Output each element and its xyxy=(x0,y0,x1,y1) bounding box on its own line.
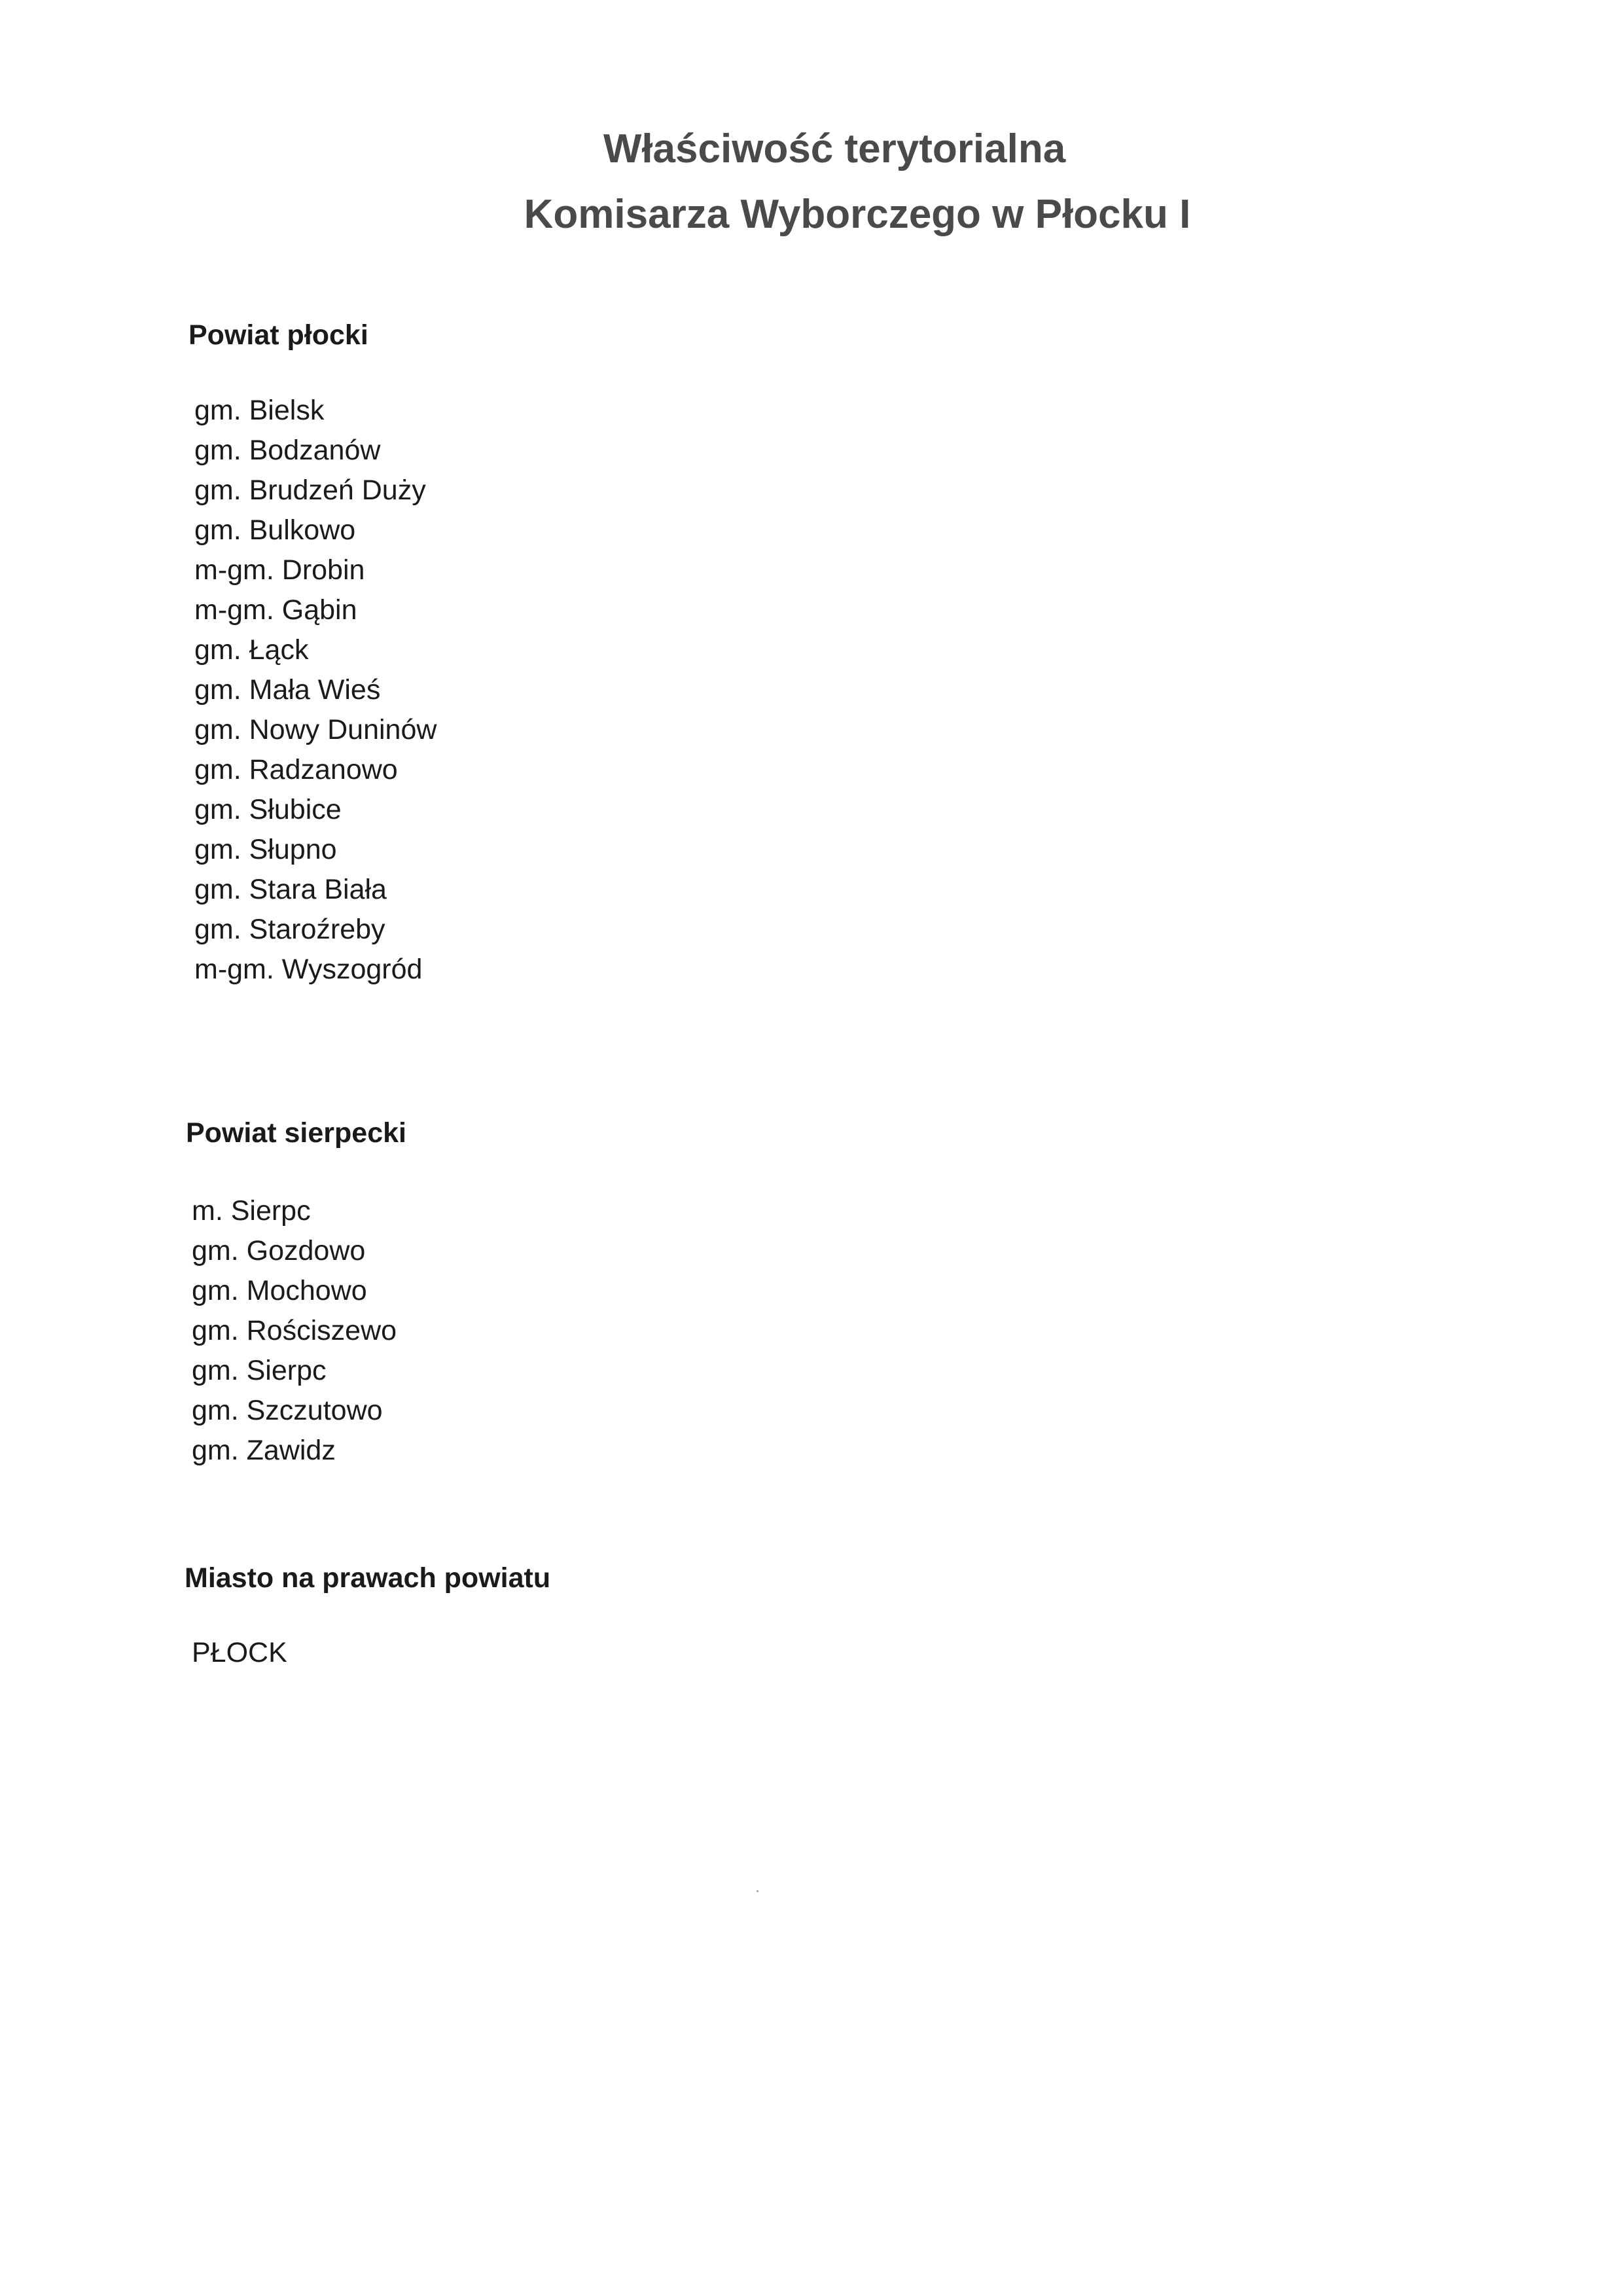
list-item: gm. Gozdowo xyxy=(192,1235,366,1266)
document-title xyxy=(0,117,1623,247)
list-item: gm. Szczutowo xyxy=(192,1395,383,1426)
list-item: gm. Nowy Duninów xyxy=(194,714,437,745)
list-item: gm. Bielsk xyxy=(194,395,325,426)
city-item: PŁOCK xyxy=(192,1637,287,1668)
list-item: gm. Słupno xyxy=(194,834,337,865)
section-heading: Powiat płocki xyxy=(188,319,368,351)
list-item: gm. Łąck xyxy=(194,634,309,666)
list-item: gm. Staroźreby xyxy=(194,914,385,945)
list-item: m-gm. Drobin xyxy=(194,554,365,586)
section-heading: Miasto na prawach powiatu xyxy=(185,1562,551,1594)
list-item: m. Sierpc xyxy=(192,1195,311,1227)
list-item: gm. Słubice xyxy=(194,794,342,825)
list-item: gm. Zawidz xyxy=(192,1435,336,1466)
list-item: gm. Sierpc xyxy=(192,1355,327,1386)
list-item: gm. Bodzanów xyxy=(194,435,381,466)
list-item: gm. Mochowo xyxy=(192,1275,367,1306)
list-item: gm. Mała Wieś xyxy=(194,674,381,706)
list-item: gm. Bulkowo xyxy=(194,514,356,546)
municipality-list xyxy=(192,1191,397,1471)
section-heading: Powiat sierpecki xyxy=(186,1117,406,1149)
title-line-1: Właściwość terytorialna xyxy=(603,126,1066,171)
list-item: gm. Brudzeń Duży xyxy=(194,475,426,506)
list-item: m-gm. Wyszogród xyxy=(194,954,423,985)
list-item: gm. Radzanowo xyxy=(194,754,398,785)
municipality-list xyxy=(194,391,437,990)
title-line-2: Komisarza Wyborczego w Płocku I xyxy=(524,192,1191,237)
list-item: gm. Stara Biała xyxy=(194,874,387,905)
list-item: m-gm. Gąbin xyxy=(194,594,357,626)
scan-artifact-dot xyxy=(757,1890,758,1892)
list-item: gm. Rościszewo xyxy=(192,1315,397,1346)
